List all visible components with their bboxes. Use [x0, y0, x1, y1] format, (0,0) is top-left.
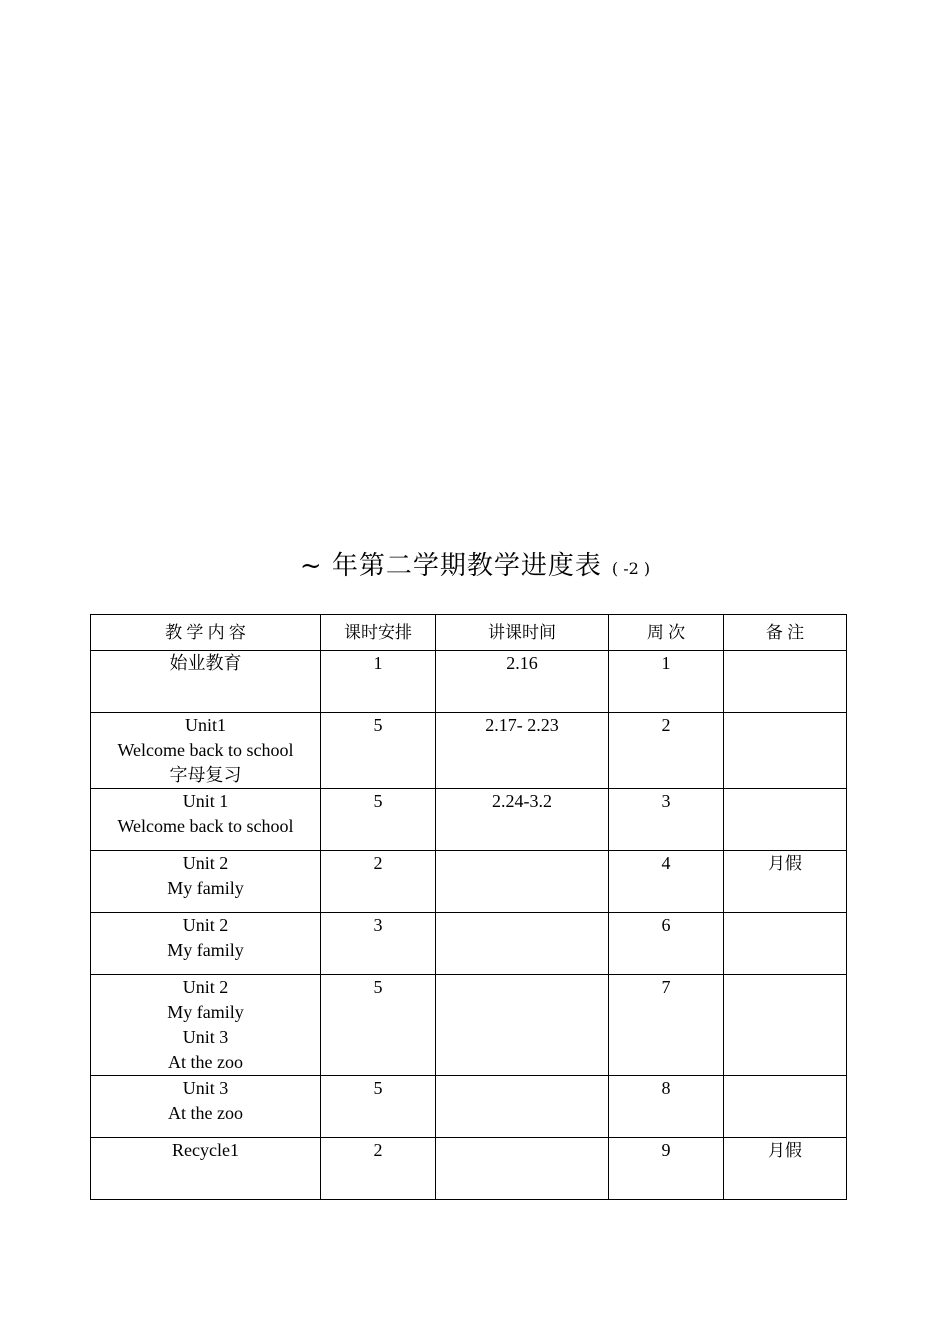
- cell-hours: 5: [321, 975, 436, 1076]
- cell-time: [436, 851, 609, 913]
- cell-note: [724, 913, 847, 975]
- cell-content: [91, 851, 321, 913]
- content-line: My family: [167, 1002, 244, 1022]
- cell-content: [91, 1076, 321, 1138]
- header-time: 讲课时间: [436, 615, 609, 651]
- table-row: [91, 1076, 847, 1138]
- content-line: Welcome back to school: [117, 816, 294, 836]
- cell-content: [91, 651, 321, 713]
- table-row: [91, 713, 847, 789]
- table-row: [91, 913, 847, 975]
- cell-note: [724, 1076, 847, 1138]
- content-line: Unit 1: [182, 791, 229, 811]
- cell-content: [91, 1138, 321, 1200]
- content-line: 始业教育: [169, 653, 242, 673]
- table-row: [91, 975, 847, 1076]
- cell-content: [91, 713, 321, 789]
- table-row: [91, 651, 847, 713]
- cell-hours: 2: [321, 851, 436, 913]
- cell-week: 1: [609, 651, 724, 713]
- cell-content: [91, 789, 321, 851]
- cell-note: 月假: [724, 1138, 847, 1200]
- header-row: [91, 615, 847, 651]
- document-title: [0, 545, 950, 582]
- table-row: [91, 1138, 847, 1200]
- cell-content: [91, 913, 321, 975]
- cell-week: 7: [609, 975, 724, 1076]
- content-line: Unit1: [184, 715, 226, 735]
- cell-note: 月假: [724, 851, 847, 913]
- header-content: 教 学 内 容: [91, 615, 321, 651]
- content-line: Unit 2: [182, 977, 229, 997]
- content-line: Welcome back to school: [117, 740, 294, 760]
- cell-hours: 5: [321, 713, 436, 789]
- content-line: Unit 2: [182, 853, 229, 873]
- table-row: [91, 789, 847, 851]
- cell-week: 2: [609, 713, 724, 789]
- content-line: Recycle1: [172, 1140, 239, 1160]
- header-hours: 课时安排: [321, 615, 436, 651]
- header-note: 备 注: [724, 615, 847, 651]
- cell-time: [436, 975, 609, 1076]
- schedule-table: [90, 614, 847, 1200]
- title-sub: ( -2 ): [611, 559, 651, 578]
- cell-hours: 3: [321, 913, 436, 975]
- content-line: Unit 2: [182, 915, 229, 935]
- cell-time: 2.17- 2.23: [436, 713, 609, 789]
- cell-note: [724, 651, 847, 713]
- cell-content: [91, 975, 321, 1076]
- cell-hours: 1: [321, 651, 436, 713]
- cell-hours: 2: [321, 1138, 436, 1200]
- cell-week: 8: [609, 1076, 724, 1138]
- content-line: Unit 3: [182, 1078, 229, 1098]
- cell-hours: 5: [321, 1076, 436, 1138]
- content-line: 字母复习: [169, 765, 242, 785]
- cell-week: 9: [609, 1138, 724, 1200]
- cell-time: [436, 1076, 609, 1138]
- header-week: 周 次: [609, 615, 724, 651]
- cell-week: 3: [609, 789, 724, 851]
- content-line: At the zoo: [168, 1052, 243, 1072]
- content-line: Unit 3: [182, 1027, 229, 1047]
- cell-time: 2.24-3.2: [436, 789, 609, 851]
- cell-week: 4: [609, 851, 724, 913]
- cell-note: [724, 789, 847, 851]
- cell-time: [436, 913, 609, 975]
- cell-time: [436, 1138, 609, 1200]
- title-main: ~ 年第二学期教学进度表: [299, 551, 602, 581]
- content-line: My family: [167, 878, 244, 898]
- content-line: At the zoo: [168, 1103, 243, 1123]
- cell-hours: 5: [321, 789, 436, 851]
- cell-week: 6: [609, 913, 724, 975]
- cell-note: [724, 975, 847, 1076]
- cell-time: 2.16: [436, 651, 609, 713]
- table-row: [91, 851, 847, 913]
- cell-note: [724, 713, 847, 789]
- content-line: My family: [167, 940, 244, 960]
